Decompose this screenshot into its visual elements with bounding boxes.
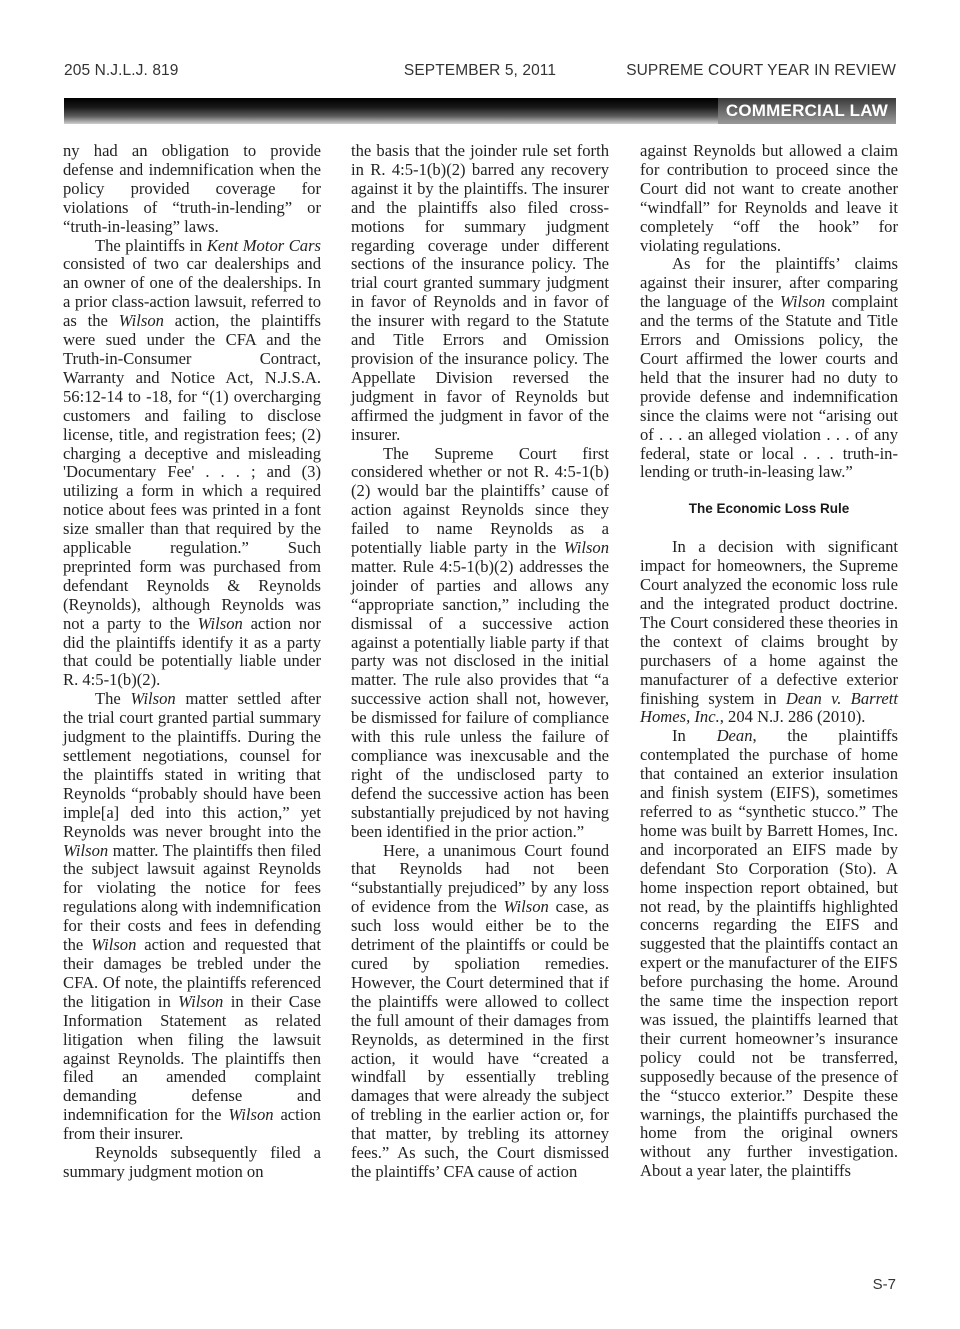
paragraph: against Reynolds but allowed a claim for contribution to proceed since the Court did not want to create another “windfall” for Reynolds and leave it completely “off the hook” for violating regulations. <box>640 141 898 255</box>
article-column-1 <box>63 142 321 1182</box>
publication-title: SUPREME COURT YEAR IN REVIEW <box>626 62 896 79</box>
paragraph: the basis that the joinder rule set forth in R. 4:5-1(b)(2) barred any recovery against it by the plaintiffs. The insurer and the plaintiffs also filed cross-motions for summary judgment regarding coverage under different sections of the insurance policy. The trial court granted summary judgment in favor of Reynolds and in favor of the insurer with regard to the Statute and Title Errors and Omission provision of the insurance policy. The Appellate Division reversed the judgment in favor of Reynolds but affirmed the judgment in favor of the insurer. <box>351 141 609 444</box>
case-name: Wilson <box>178 991 224 1011</box>
running-header <box>64 58 896 84</box>
case-name: Dean <box>716 726 753 746</box>
paragraph: In Dean, the plaintiffs contemplated the purchase of home that contained an exterior insulation and finish system (EIFS), sometimes referred to as “synthetic stucco.” The home was built by Barrett Homes, Inc. and incorporated an EIFS made by defendant Sto Corporation (Sto). A home inspection report obtained, but not read, by the plaintiffs highlighted concerns regarding the EIFS and suggested that the plaintiffs contact an expert or the manufacturer of the EIFS before purchasing the home. Around the same time the inspection report was issued, the plaintiffs learned that their current homeowner’s insurance policy could not be transferred, supposedly because of the presence of the “stucco exterior.” Despite these warnings, the plaintiffs purchased the home from the original owners without any further investigation. About a year later, the plaintiffs <box>640 726 898 1181</box>
subsection-heading: The Economic Loss Rule <box>688 501 850 517</box>
paragraph: Here, a unanimous Court found that Reynolds had not been “substantially prejudiced” by any loss of evidence from the Wilson case, as such loss would either be to the detriment of the plaintiffs or could be cured by spoliation remedies. However, the Court determined that if the plaintiffs were allowed to collect the full amount of their damages from Reynolds, as determined in the first action, it would have “created a windfall by essentially trebling damages that were already the subject of trebling in the earlier action or, for that matter, by trebling its attorney fees.” As such, the Court dismissed the plaintiffs’ CFA cause of action <box>351 840 609 1181</box>
article-column-2 <box>351 142 609 1182</box>
paragraph: The plaintiffs in Kent Motor Cars consisted of two car dealerships and an owner of one of the dealerships. In a prior class-action lawsuit, referred to as the Wilson action, the plaintiffs were sued under the CFA and the Truth-in-Consumer Contract, Warranty and Notice Act, N.J.S.A. 56:12-14 to -18, for “(1) overcharging customers and failing to disclose license, title, and registration fees; (2) charging a deceptive and misleading 'Documentary Fee' . . . ; and (3) utilizing a form in which a required notice about fees was printed in a font size smaller than that required by the applicable regulation.” Such preprinted form was purchased from defendant Reynolds & Reynolds (Reynolds), although Reynolds was not a party to the Wilson action nor did the plaintiffs identify it as a party that could be potentially liable under R. 4:5-1(b)(2). <box>63 235 321 690</box>
paragraph: In a decision with significant impact for homeowners, the Supreme Court analyzed the economic loss rule and the integrated product doctrine. The Court considered these theories in the context of claims brought by purchasers of a home against the manufacturer of a defective exterior finishing system in Dean v. Barrett Homes, Inc., 204 N.J. 286 (2010). <box>640 537 898 727</box>
case-name: Wilson <box>118 311 164 331</box>
case-name: Wilson <box>91 935 137 955</box>
journal-citation: 205 N.J.L.J. 819 <box>64 62 179 79</box>
issue-date: SEPTEMBER 5, 2011 <box>403 62 557 79</box>
case-name: Wilson <box>563 538 609 558</box>
paragraph: The Supreme Court first considered whether or not R. 4:5-1(b)(2) would bar the plaintiffs’ cause of action against Reynolds since they failed to name Reynolds as a potentially liable party in the Wilson matter. Rule 4:5-1(b)(2) addresses the joinder of parties and allows any “appropriate sanction,” including the dismissal of a successive action against a potentially liable party if that party was not disclosed in the initial matter. The rule also provides that “a successive action shall not, however, be dismissed for failure of compliance with this rule unless the failure of compliance was inexcusable and the right of the undisclosed party to defend the successive action has been substantially prejudiced by not having been identified in the prior action.” <box>351 443 609 841</box>
section-banner <box>64 98 896 124</box>
article-column-3 <box>640 142 898 1181</box>
paragraph: Reynolds subsequently filed a summary judgment motion on <box>63 1143 321 1181</box>
case-name: Wilson <box>780 292 826 312</box>
page-number: S-7 <box>872 1276 896 1293</box>
case-name: Wilson <box>63 840 109 860</box>
section-label: COMMERCIAL LAW <box>718 98 896 124</box>
paragraph: The Wilson matter settled after the trial court granted partial summary judgment to the plaintiffs. During the settlement negotiations, counsel for the plaintiffs stated in writing that Reynolds “probably should have been imple[a] ded into this action,” yet Reynolds was never brought into the Wilson matter. The plaintiffs then filed the subject lawsuit against Reynolds for violating the notice for fees regulations along with indemnification for their costs and fees in defending the Wilson action and requested that their damages be trebled under the CFA. Of note, the plaintiffs referenced the litigation in Wilson in their Case Information Statement as related litigation when filing the lawsuit against Reynolds. The plaintiffs then filed an amended complaint demanding defense and indemnification for the Wilson action from their insurer. <box>63 689 321 1144</box>
case-citation: Dean v. Barrett Homes, Inc. <box>640 688 898 727</box>
case-name: Wilson <box>228 1105 274 1125</box>
case-name: Wilson <box>130 689 176 709</box>
case-name: Wilson <box>197 613 243 633</box>
paragraph: ny had an obligation to provide defense and indemnification when the policy provided coverage for violations of “truth-in-lending” or “truth-in-leasing” laws. <box>63 141 321 236</box>
case-name: Kent Motor Cars <box>206 235 321 255</box>
paragraph: As for the plaintiffs’ claims against their insurer, after comparing the language of the Wilson complaint and the terms of the Statute and Title Errors and Omissions policy, the Court affirmed the lower courts and held that the insurer had no duty to provide defense and indemnification since the claims were not “arising out of . . . an alleged violation . . . of any federal, state or local . . . truth-in-lending or truth-in-leasing law.” <box>640 254 898 482</box>
case-name: Wilson <box>503 897 549 917</box>
